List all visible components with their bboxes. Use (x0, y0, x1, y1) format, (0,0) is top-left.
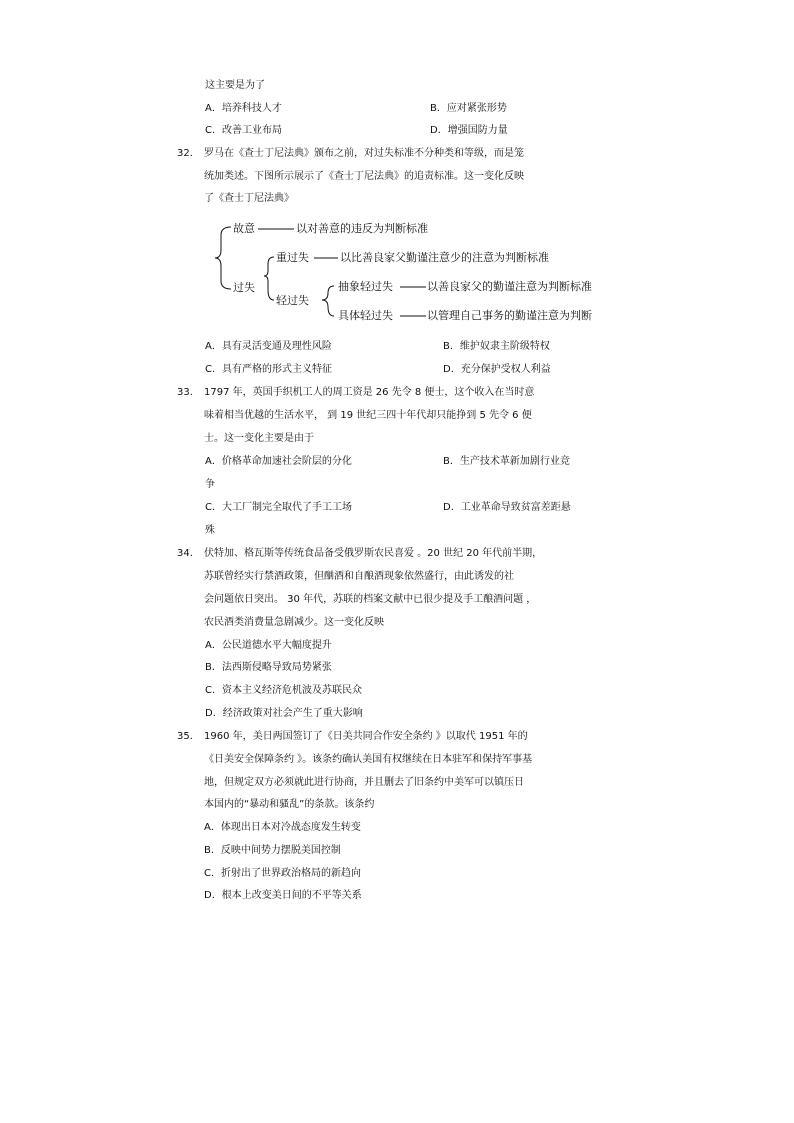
q34-option-c: C．资本主义经济危机波及苏联民众 (205, 685, 362, 696)
q33-option-a: A．价格革命加速社会阶层的分化 (205, 456, 352, 467)
diagram-concrete-standard: 以管理自己事务的勤谨注意为判断 (427, 309, 592, 322)
q34-stem-line: 伏特加、格瓦斯等传统食品备受俄罗斯农民喜爱 。20 世纪 20 年代前半期， (204, 548, 543, 559)
negligence-brace (264, 257, 274, 300)
q33-option-b: B．生产技术革新加剧行业竞 (443, 456, 570, 467)
diagram-intent: 故意 (233, 222, 255, 235)
outer-brace (215, 227, 231, 289)
prev-option-b: B．应对紧张形势 (430, 103, 507, 114)
q33-stem-line: 士。这一变化主要是由于 (204, 433, 314, 444)
q34-stem-line: 农民酒类消费量急剧减少。这一变化反映 (204, 617, 384, 628)
diagram-abstract-standard: 以善良家父的勤谨注意为判断标准 (427, 280, 592, 293)
q32-number: 32． (177, 148, 200, 159)
q33-stem-line: 味着相当优越的生活水平， 到 19 世纪三四十年代却只能挣到 5 先令 6 便 (204, 410, 532, 421)
q34-option-b: B．法西斯侵略导致局势紧张 (205, 662, 332, 673)
q35-option-d: D．根本上改变美日间的不平等关系 (204, 890, 362, 901)
prev-option-d: D．增强国防力量 (430, 125, 508, 136)
q35-stem-line: 1960 年，美日两国签订了《日美共同合作安全条约 》以取代 1951 年的 (204, 731, 528, 742)
q32-stem-line: 罗马在《查士丁尼法典》颁布之前，对过失标准不分种类和等级，而是笼 (204, 148, 524, 159)
q35-option-b: B．反映中间势力摆脱美国控制 (204, 845, 341, 856)
q34-option-a: A．公民道德水平大幅度提升 (205, 640, 332, 651)
q33-option-d: D．工业革命导致贫富差距悬 (443, 502, 571, 513)
q34-stem-line: 会问题依日突出。 30 年代，苏联的档案文献中已很少提及手工酿酒问题 ， (204, 594, 537, 605)
q34-stem-line: 苏联曾经实行禁酒政策，但酗酒和自酿酒现象依然盛行，由此诱发的社 (204, 571, 514, 582)
q35-stem-line: 本国内的“暴动和骚乱”的条款。该条约 (204, 799, 375, 810)
q32-stem-line: 了《查士丁尼法典》 (204, 193, 294, 204)
q32-stem-line: 统加类述。下图所示展示了《查士丁尼法典》的追责标准。这一变化反映 (204, 171, 524, 182)
q35-number: 35． (177, 731, 200, 742)
diagram-intent-standard: 以对善意的违反为判断标准 (296, 222, 428, 235)
diagram-gross: 重过失 (276, 251, 309, 264)
minor-brace (322, 286, 334, 316)
q34-number: 34． (177, 548, 200, 559)
prev-option-a: A．培养科技人才 (205, 103, 282, 114)
prev-option-c: C．改善工业布局 (205, 125, 282, 136)
q34-option-d: D．经济政策对社会产生了重大影响 (205, 708, 363, 719)
q33-option-d-cont: 殊 (205, 525, 215, 536)
diagram-abstract: 抽象轻过失 (338, 280, 393, 293)
q33-option-b-cont: 争 (205, 479, 215, 490)
diagram-concrete: 具体轻过失 (338, 309, 393, 322)
q35-stem-line: 地，但规定双方必须就此进行协商，并且删去了旧条约中美军可以镇压日 (204, 777, 524, 788)
q33-option-c: C．大工厂制完全取代了手工工场 (205, 502, 352, 513)
q33-number: 33． (177, 387, 200, 398)
q33-stem-line: 1797 年，英国手织机工人的周工资是 26 先令 8 便士，这个收入在当时意 (204, 387, 535, 398)
q35-option-a: A．体现出日本对冷战态度发生转变 (204, 822, 361, 833)
q35-stem-line: 《日美安全保障条约 》。该条约确认美国有权继续在日本驻军和保持军事基 (204, 754, 533, 765)
q32-option-c: C．具有严格的形式主义特征 (205, 364, 332, 375)
diagram-minor: 轻过失 (276, 294, 309, 307)
q32-option-b: B．维护奴隶主阶级特权 (443, 341, 550, 352)
q35-option-c: C．折射出了世界政治格局的新趋向 (204, 868, 361, 879)
diagram-gross-standard: 以比善良家父勤谨注意少的注意为判断标准 (340, 251, 549, 264)
prev-question-stem: 这主要是为了 (205, 80, 265, 91)
q32-option-a: A．具有灵活变通及理性风险 (205, 341, 332, 352)
diagram-negligence: 过失 (233, 281, 255, 294)
q32-option-d: D．充分保护受权人利益 (443, 364, 551, 375)
